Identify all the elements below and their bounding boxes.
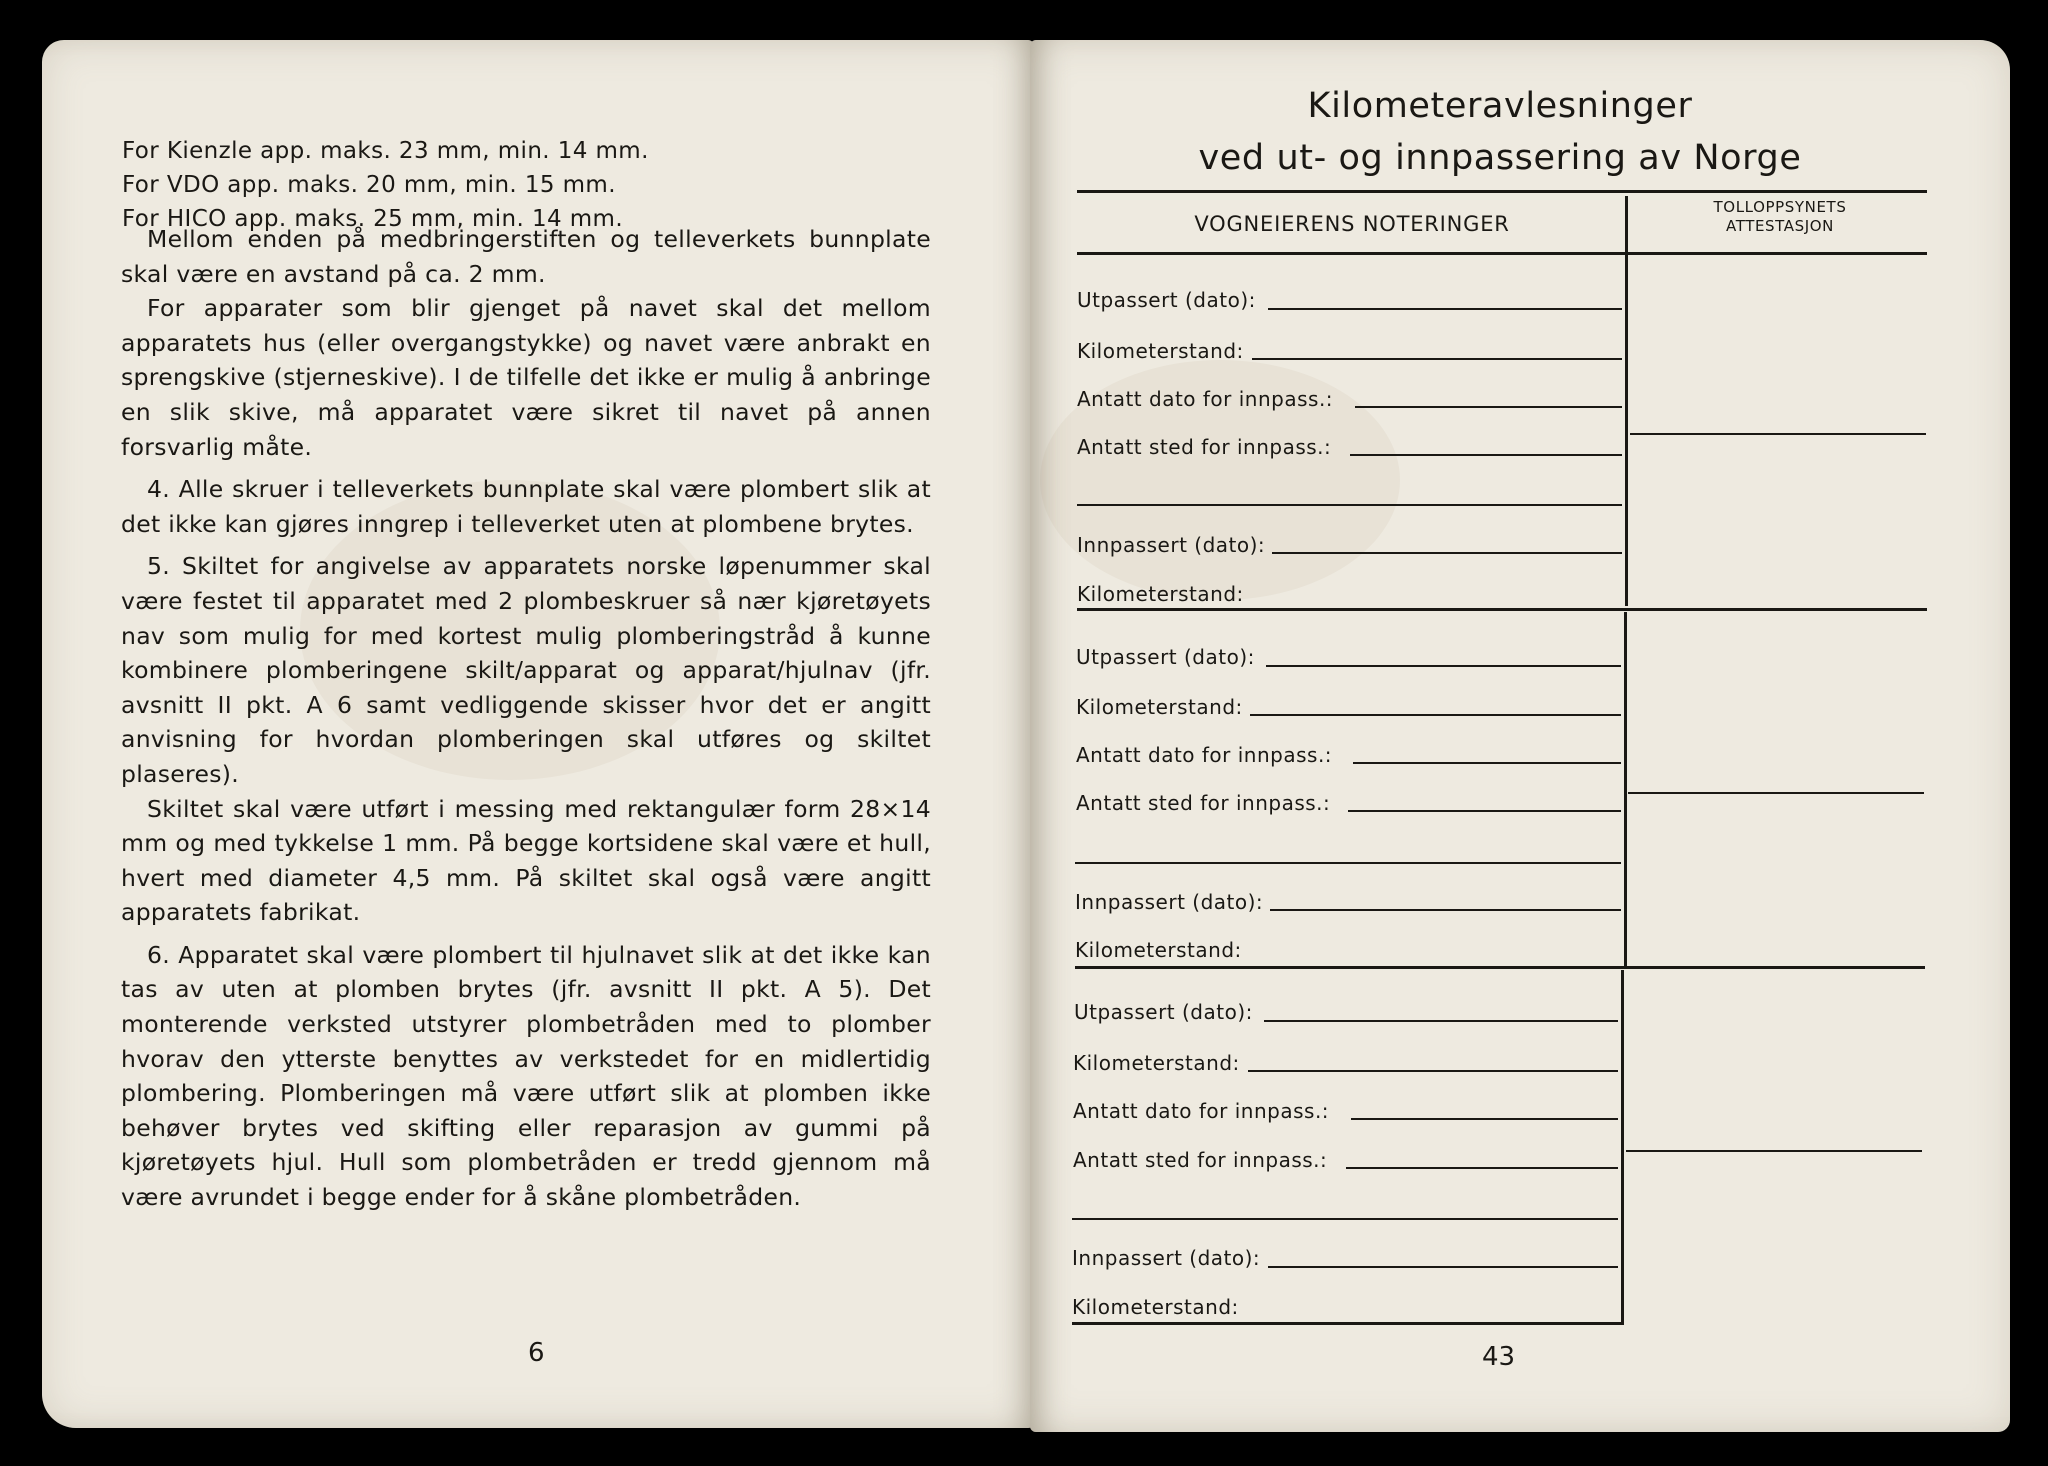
paragraph: Mellom enden på medbringerstiften og telleverkets bunnplate skal være en avstand på ca. 2 mm. (121, 225, 931, 288)
kilometerstand-label: Kilometerstand: (1072, 1295, 1239, 1319)
spec-line: For Kienzle app. maks. 23 mm, min. 14 mm. (122, 138, 649, 164)
column-divider (1624, 612, 1627, 968)
antatt-dato-label: Antatt dato for innpass.: (1073, 1099, 1330, 1123)
table-top-rule (1077, 190, 1927, 193)
blank-input-line[interactable] (1072, 1218, 1618, 1220)
form-title (1060, 80, 1940, 184)
kilometerstand-label: Kilometerstand: (1077, 582, 1244, 606)
attestation-line (1626, 1150, 1922, 1152)
column-header-line: TOLLOPPSYNETS (1713, 198, 1847, 216)
antatt-dato-label: Antatt dato for innpass.: (1077, 387, 1334, 411)
attestation-line (1628, 792, 1924, 794)
antatt-dato-input-line[interactable] (1355, 406, 1622, 408)
utpassert-input-line[interactable] (1266, 665, 1621, 667)
kilometerstand-label: Kilometerstand: (1076, 695, 1243, 719)
page-number-right: 43 (1482, 1342, 1516, 1372)
kilometerstand-label: Kilometerstand: (1077, 339, 1244, 363)
paragraph: For apparater som blir gjenget på navet skal det mellom apparatets hus (eller overgangstykke) og navet være anbrakt en sprengskive (stjerneskive). I de tilfelle det ikke er mulig å anbringe en slik skive, må apparatet være sikret til navet på annen forsvarlig måte. (121, 294, 931, 461)
regulation-text (121, 222, 931, 1223)
kilometerstand-label: Kilometerstand: (1075, 938, 1242, 962)
attestation-line (1630, 433, 1926, 435)
spec-line: For HICO app. maks. 25 mm, min. 14 mm. (122, 206, 624, 232)
paragraph: Skiltet skal være utført i messing med rektangulær form 28×14 mm og med tykkelse 1 mm. På begge kortsidene skal være et hull, hvert med diameter 4,5 mm. På skiltet skal også være angitt apparatets fabrikat. (121, 794, 931, 927)
form-title-line2: ved ut- og innpassering av Norge (1198, 138, 1802, 178)
section-rule (1077, 608, 1927, 611)
antatt-sted-input-line[interactable] (1346, 1167, 1618, 1169)
kilometerstand-label: Kilometerstand: (1073, 1051, 1240, 1075)
table-bottom-rule (1072, 1322, 1624, 1325)
antatt-dato-label: Antatt dato for innpass.: (1076, 743, 1333, 767)
paragraph: 5. Skiltet for angivelse av apparatets norske løpenummer skal være festet til apparatet med 2 plombeskruer så nær kjøretøyets nav som mulig for med kortest mulig plomberingstråd å kunne kombinere plomberingene skilt/apparat og apparat/hjulnav (jfr. avsnitt II pkt. A 6 samt vedliggende skisser hvor det er angitt anvisning for hvordan plomberingen skal utføres og skiltet plaseres). (121, 552, 931, 788)
paragraph: 4. Alle skruer i telleverkets bunnplate skal være plombert slik at det ikke kan gjøres inngrep i telleverket uten at plombene brytes. (121, 475, 931, 538)
utpassert-label: Utpassert (dato): (1076, 645, 1255, 669)
antatt-sted-label: Antatt sted for innpass.: (1073, 1148, 1328, 1172)
antatt-sted-input-line[interactable] (1350, 454, 1622, 456)
form-title-line1: Kilometeravlesninger (1307, 86, 1693, 126)
blank-input-line[interactable] (1075, 862, 1621, 864)
header-bottom-rule (1077, 252, 1927, 255)
antatt-sted-label: Antatt sted for innpass.: (1076, 791, 1331, 815)
kilometerstand-input-line[interactable] (1248, 1070, 1618, 1072)
antatt-sted-label: Antatt sted for innpass.: (1077, 435, 1332, 459)
spec-line: For VDO app. maks. 20 mm, min. 15 mm. (122, 172, 616, 198)
column-header-customs-attestation (1630, 198, 1930, 236)
utpassert-input-line[interactable] (1268, 308, 1622, 310)
antatt-dato-input-line[interactable] (1351, 1118, 1618, 1120)
column-divider (1625, 196, 1628, 606)
kilometerstand-input-line[interactable] (1252, 358, 1622, 360)
column-divider (1621, 970, 1624, 1324)
innpassert-label: Innpassert (dato): (1075, 890, 1264, 914)
right-page (1030, 40, 2010, 1432)
innpassert-input-line[interactable] (1272, 552, 1622, 554)
apparatus-spec-list (122, 134, 649, 236)
utpassert-input-line[interactable] (1264, 1020, 1618, 1022)
utpassert-label: Utpassert (dato): (1074, 1000, 1253, 1024)
antatt-dato-input-line[interactable] (1353, 762, 1621, 764)
column-header-owner-notes: VOGNEIERENS NOTERINGER (1194, 212, 1510, 236)
page-number-left: 6 (528, 1338, 545, 1368)
innpassert-label: Innpassert (dato): (1072, 1246, 1261, 1270)
kilometerstand-input-line[interactable] (1250, 714, 1621, 716)
paragraph: 6. Apparatet skal være plombert til hjulnavet slik at det ikke kan tas av uten at plomben brytes (jfr. avsnitt II pkt. A 5). Det monterende verksted utstyrer plombetråden med to plomber hvorav den ytterste benyttes av verkstedet for en midlertidig plombering. Plomberingen må være utført slik at plomben ikke behøver brytes ved skifting eller reparasjon av gummi på kjøretøyets hjul. Hull som plombetråden er tredd gjennom må være avrundet i begge ender for å skåne plombetråden. (121, 940, 931, 1212)
innpassert-input-line[interactable] (1270, 909, 1621, 911)
innpassert-label: Innpassert (dato): (1077, 533, 1266, 557)
blank-input-line[interactable] (1077, 504, 1622, 506)
column-header-line: ATTESTASJON (1726, 217, 1834, 235)
utpassert-label: Utpassert (dato): (1077, 288, 1256, 312)
antatt-sted-input-line[interactable] (1348, 810, 1621, 812)
section-rule (1075, 966, 1925, 969)
innpassert-input-line[interactable] (1268, 1266, 1618, 1268)
